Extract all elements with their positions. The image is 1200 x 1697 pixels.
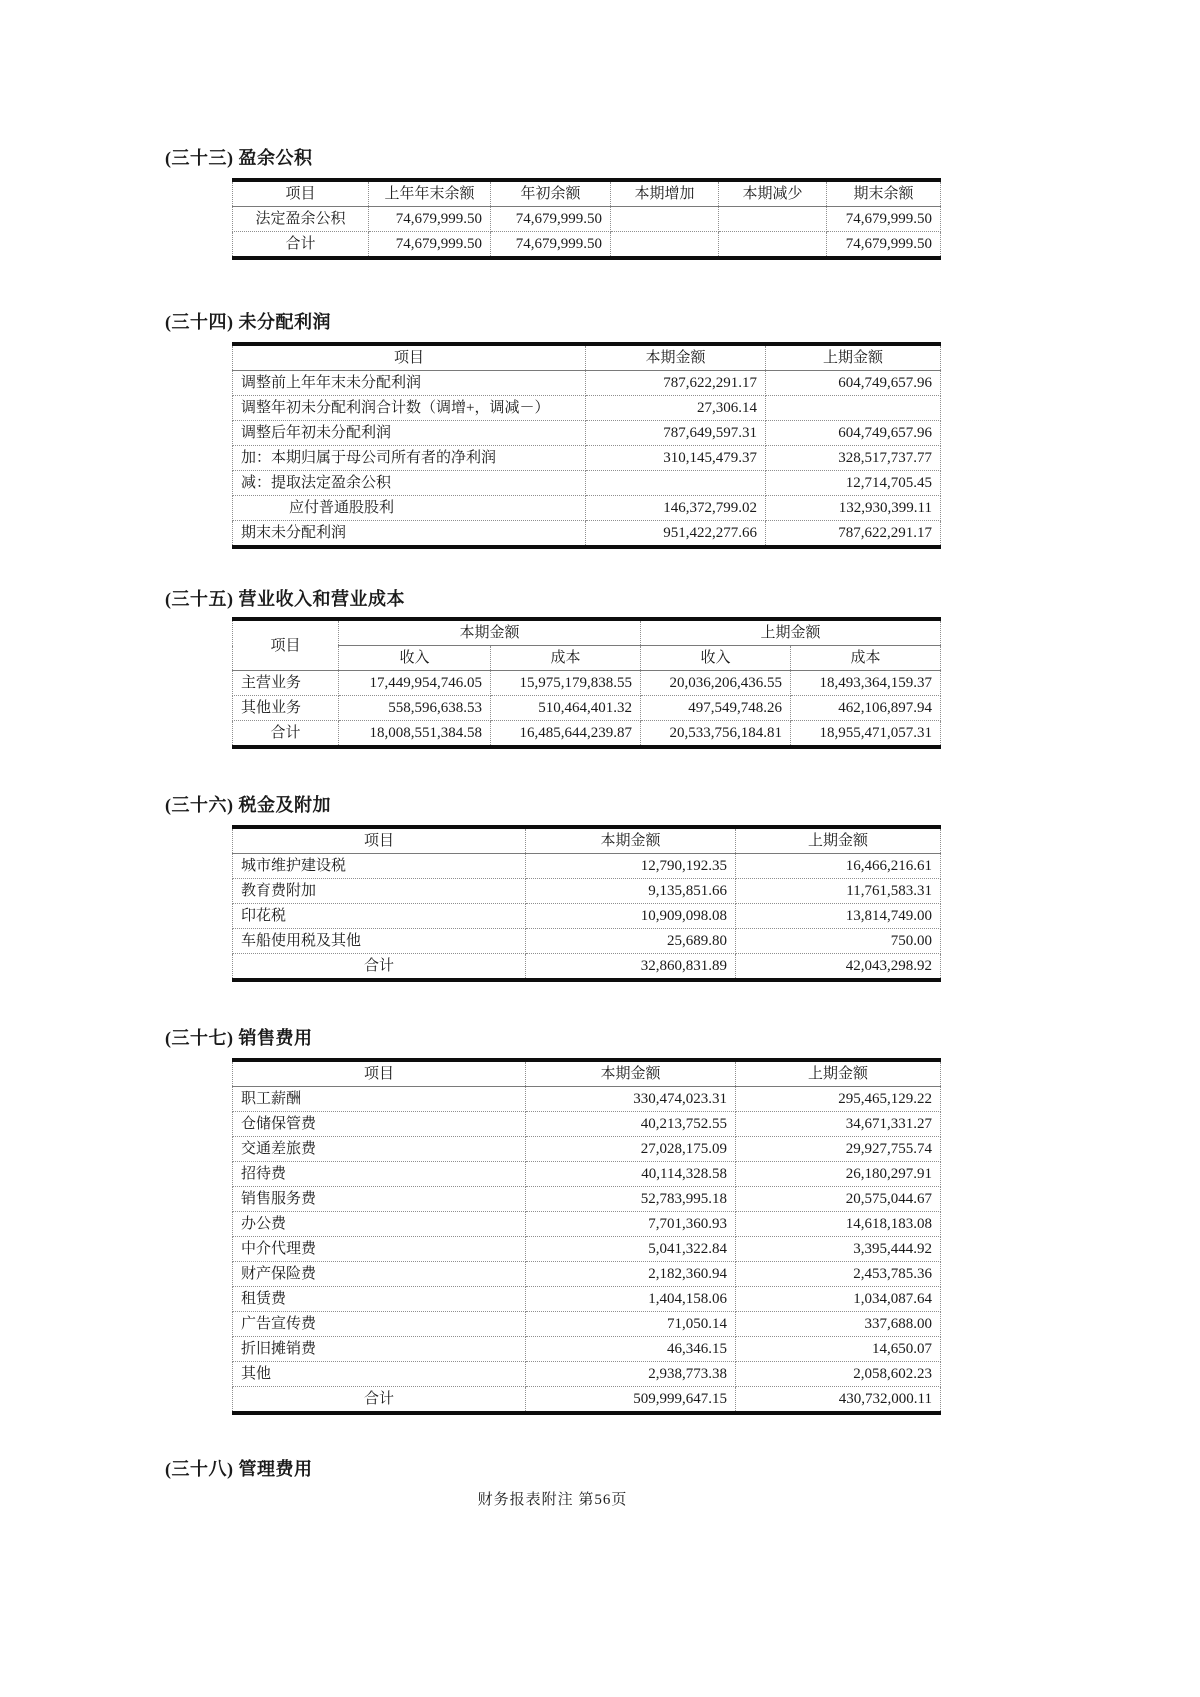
section-heading-selling-expenses: (三十七) 销售费用 [165, 1028, 313, 1048]
table-row [233, 1312, 941, 1337]
cell-value: 7,701,360.93 [526, 1212, 736, 1237]
cell-value: 510,464,401.32 [491, 696, 641, 721]
cell-value: 11,761,583.31 [736, 879, 941, 904]
cell-value: 13,814,749.00 [736, 904, 941, 929]
cell-value [719, 232, 827, 259]
table-row [233, 1237, 941, 1262]
cell-value: 25,689.80 [526, 929, 736, 954]
table-row [233, 879, 941, 904]
row-label: 折旧摊销费 [233, 1337, 526, 1362]
cell-value: 430,732,000.11 [736, 1387, 941, 1414]
row-label: 财产保险费 [233, 1262, 526, 1287]
column-header: 项目 [233, 619, 339, 671]
row-label: 销售服务费 [233, 1187, 526, 1212]
cell-value: 29,927,755.74 [736, 1137, 941, 1162]
row-label: 城市维护建设税 [233, 854, 526, 879]
row-label: 减：提取法定盈余公积 [233, 471, 586, 496]
row-label: 广告宣传费 [233, 1312, 526, 1337]
row-label: 车船使用税及其他 [233, 929, 526, 954]
cell-value: 74,679,999.50 [491, 232, 611, 259]
table-row [233, 929, 941, 954]
cell-value: 1,034,087.64 [736, 1287, 941, 1312]
row-label: 主营业务 [233, 671, 339, 696]
cell-value: 26,180,297.91 [736, 1162, 941, 1187]
column-header: 成本 [491, 646, 641, 671]
row-label: 法定盈余公积 [233, 207, 369, 232]
cell-value: 14,650.07 [736, 1337, 941, 1362]
cell-value: 40,114,328.58 [526, 1162, 736, 1187]
table-row [233, 854, 941, 879]
cell-value: 295,465,129.22 [736, 1087, 941, 1112]
cell-value: 787,622,291.17 [766, 521, 941, 548]
cell-value: 71,050.14 [526, 1312, 736, 1337]
table-row [233, 496, 941, 521]
cell-value: 20,533,756,184.81 [641, 721, 791, 748]
table-row [233, 207, 941, 232]
row-label: 合计 [233, 1387, 526, 1414]
table-row [233, 1337, 941, 1362]
column-header: 本期减少 [719, 180, 827, 207]
row-label: 职工薪酬 [233, 1087, 526, 1112]
column-header: 成本 [791, 646, 941, 671]
table-subheader-row [233, 646, 941, 671]
row-label: 合计 [233, 954, 526, 981]
section-heading-taxes-surcharges: (三十六) 税金及附加 [165, 795, 331, 815]
cell-value: 16,466,216.61 [736, 854, 941, 879]
table-row-total [233, 954, 941, 981]
taxes-surcharges-table [232, 825, 941, 982]
cell-value: 604,749,657.96 [766, 421, 941, 446]
row-label: 其他业务 [233, 696, 339, 721]
table-header-row [233, 1060, 941, 1087]
table-row [233, 521, 941, 548]
column-header: 本期金额 [526, 1060, 736, 1087]
cell-value: 74,679,999.50 [827, 232, 941, 259]
table-row [233, 1212, 941, 1237]
column-header: 本期金额 [526, 827, 736, 854]
cell-value: 20,036,206,436.55 [641, 671, 791, 696]
cell-value: 15,975,179,838.55 [491, 671, 641, 696]
table-row-total [233, 232, 941, 259]
cell-value: 2,453,785.36 [736, 1262, 941, 1287]
cell-value: 2,058,602.23 [736, 1362, 941, 1387]
row-label: 办公费 [233, 1212, 526, 1237]
undistributed-profit-table [232, 342, 941, 549]
table-row [233, 471, 941, 496]
row-label: 期末未分配利润 [233, 521, 586, 548]
cell-value: 328,517,737.77 [766, 446, 941, 471]
cell-value: 10,909,098.08 [526, 904, 736, 929]
cell-value: 951,422,277.66 [586, 521, 766, 548]
column-header: 上期金额 [736, 1060, 941, 1087]
cell-value: 18,008,551,384.58 [339, 721, 491, 748]
cell-value: 509,999,647.15 [526, 1387, 736, 1414]
cell-value: 34,671,331.27 [736, 1112, 941, 1137]
table-row [233, 1112, 941, 1137]
cell-value [586, 471, 766, 496]
cell-value [719, 207, 827, 232]
table-row [233, 1187, 941, 1212]
cell-value [611, 232, 719, 259]
table-row [233, 1287, 941, 1312]
cell-value: 20,575,044.67 [736, 1187, 941, 1212]
row-label: 合计 [233, 232, 369, 259]
table-row [233, 671, 941, 696]
column-header: 本期增加 [611, 180, 719, 207]
table-header-row [233, 180, 941, 207]
table-row [233, 446, 941, 471]
selling-expenses-table [232, 1058, 941, 1415]
row-label: 调整年初未分配利润合计数（调增+，调减－） [233, 396, 586, 421]
cell-value: 2,938,773.38 [526, 1362, 736, 1387]
cell-value: 604,749,657.96 [766, 371, 941, 396]
cell-value: 18,493,364,159.37 [791, 671, 941, 696]
column-header: 上期金额 [766, 344, 941, 371]
table-row-total [233, 1387, 941, 1414]
cell-value: 132,930,399.11 [766, 496, 941, 521]
cell-value: 787,622,291.17 [586, 371, 766, 396]
row-label: 合计 [233, 721, 339, 748]
table-row [233, 396, 941, 421]
cell-value: 18,955,471,057.31 [791, 721, 941, 748]
table-header-row [233, 619, 941, 646]
cell-value: 40,213,752.55 [526, 1112, 736, 1137]
column-header: 年初余额 [491, 180, 611, 207]
section-heading-undistributed-profit: (三十四) 未分配利润 [165, 312, 331, 332]
column-header: 项目 [233, 180, 369, 207]
cell-value: 310,145,479.37 [586, 446, 766, 471]
cell-value: 27,028,175.09 [526, 1137, 736, 1162]
row-label: 调整后年初未分配利润 [233, 421, 586, 446]
row-label: 其他 [233, 1362, 526, 1387]
row-label: 交通差旅费 [233, 1137, 526, 1162]
table-header-row [233, 827, 941, 854]
cell-value: 337,688.00 [736, 1312, 941, 1337]
cell-value: 32,860,831.89 [526, 954, 736, 981]
cell-value: 2,182,360.94 [526, 1262, 736, 1287]
cell-value: 74,679,999.50 [491, 207, 611, 232]
cell-value: 74,679,999.50 [369, 207, 491, 232]
section-heading-surplus-reserve: (三十三) 盈余公积 [165, 148, 313, 168]
table-header-row [233, 344, 941, 371]
section-heading-admin-expenses: (三十八) 管理费用 [165, 1459, 313, 1479]
column-group-header: 上期金额 [641, 619, 941, 646]
column-header: 上年年末余额 [369, 180, 491, 207]
cell-value: 787,649,597.31 [586, 421, 766, 446]
row-label: 应付普通股股利 [233, 496, 586, 521]
surplus-reserve-table [232, 178, 941, 260]
row-label: 中介代理费 [233, 1237, 526, 1262]
cell-value: 462,106,897.94 [791, 696, 941, 721]
table-row [233, 1087, 941, 1112]
column-header: 项目 [233, 1060, 526, 1087]
table-row [233, 421, 941, 446]
table-row [233, 1137, 941, 1162]
revenue-cost-table [232, 617, 941, 749]
column-header: 上期金额 [736, 827, 941, 854]
column-header: 项目 [233, 827, 526, 854]
row-label: 仓储保管费 [233, 1112, 526, 1137]
column-group-header: 本期金额 [339, 619, 641, 646]
row-label: 印花税 [233, 904, 526, 929]
table-row-total [233, 721, 941, 748]
cell-value: 46,346.15 [526, 1337, 736, 1362]
cell-value: 74,679,999.50 [369, 232, 491, 259]
table-row [233, 371, 941, 396]
cell-value: 5,041,322.84 [526, 1237, 736, 1262]
table-row [233, 696, 941, 721]
cell-value: 12,714,705.45 [766, 471, 941, 496]
cell-value: 27,306.14 [586, 396, 766, 421]
cell-value: 146,372,799.02 [586, 496, 766, 521]
column-header: 收入 [339, 646, 491, 671]
page-footer: 财务报表附注 第56页 [477, 1492, 628, 1508]
cell-value: 330,474,023.31 [526, 1087, 736, 1112]
cell-value: 12,790,192.35 [526, 854, 736, 879]
cell-value [766, 396, 941, 421]
table-row [233, 904, 941, 929]
row-label: 教育费附加 [233, 879, 526, 904]
cell-value: 16,485,644,239.87 [491, 721, 641, 748]
cell-value: 3,395,444.92 [736, 1237, 941, 1262]
column-header: 期末余额 [827, 180, 941, 207]
cell-value: 558,596,638.53 [339, 696, 491, 721]
cell-value: 42,043,298.92 [736, 954, 941, 981]
row-label: 租赁费 [233, 1287, 526, 1312]
row-label: 加：本期归属于母公司所有者的净利润 [233, 446, 586, 471]
row-label: 调整前上年年末未分配利润 [233, 371, 586, 396]
table-row [233, 1162, 941, 1187]
column-header: 项目 [233, 344, 586, 371]
column-header: 收入 [641, 646, 791, 671]
cell-value: 750.00 [736, 929, 941, 954]
table-row [233, 1262, 941, 1287]
column-header: 本期金额 [586, 344, 766, 371]
cell-value: 497,549,748.26 [641, 696, 791, 721]
row-label: 招待费 [233, 1162, 526, 1187]
cell-value: 9,135,851.66 [526, 879, 736, 904]
table-row [233, 1362, 941, 1387]
cell-value [611, 207, 719, 232]
cell-value: 17,449,954,746.05 [339, 671, 491, 696]
section-heading-revenue-cost: (三十五) 营业收入和营业成本 [165, 589, 405, 609]
cell-value: 74,679,999.50 [827, 207, 941, 232]
cell-value: 52,783,995.18 [526, 1187, 736, 1212]
cell-value: 1,404,158.06 [526, 1287, 736, 1312]
cell-value: 14,618,183.08 [736, 1212, 941, 1237]
